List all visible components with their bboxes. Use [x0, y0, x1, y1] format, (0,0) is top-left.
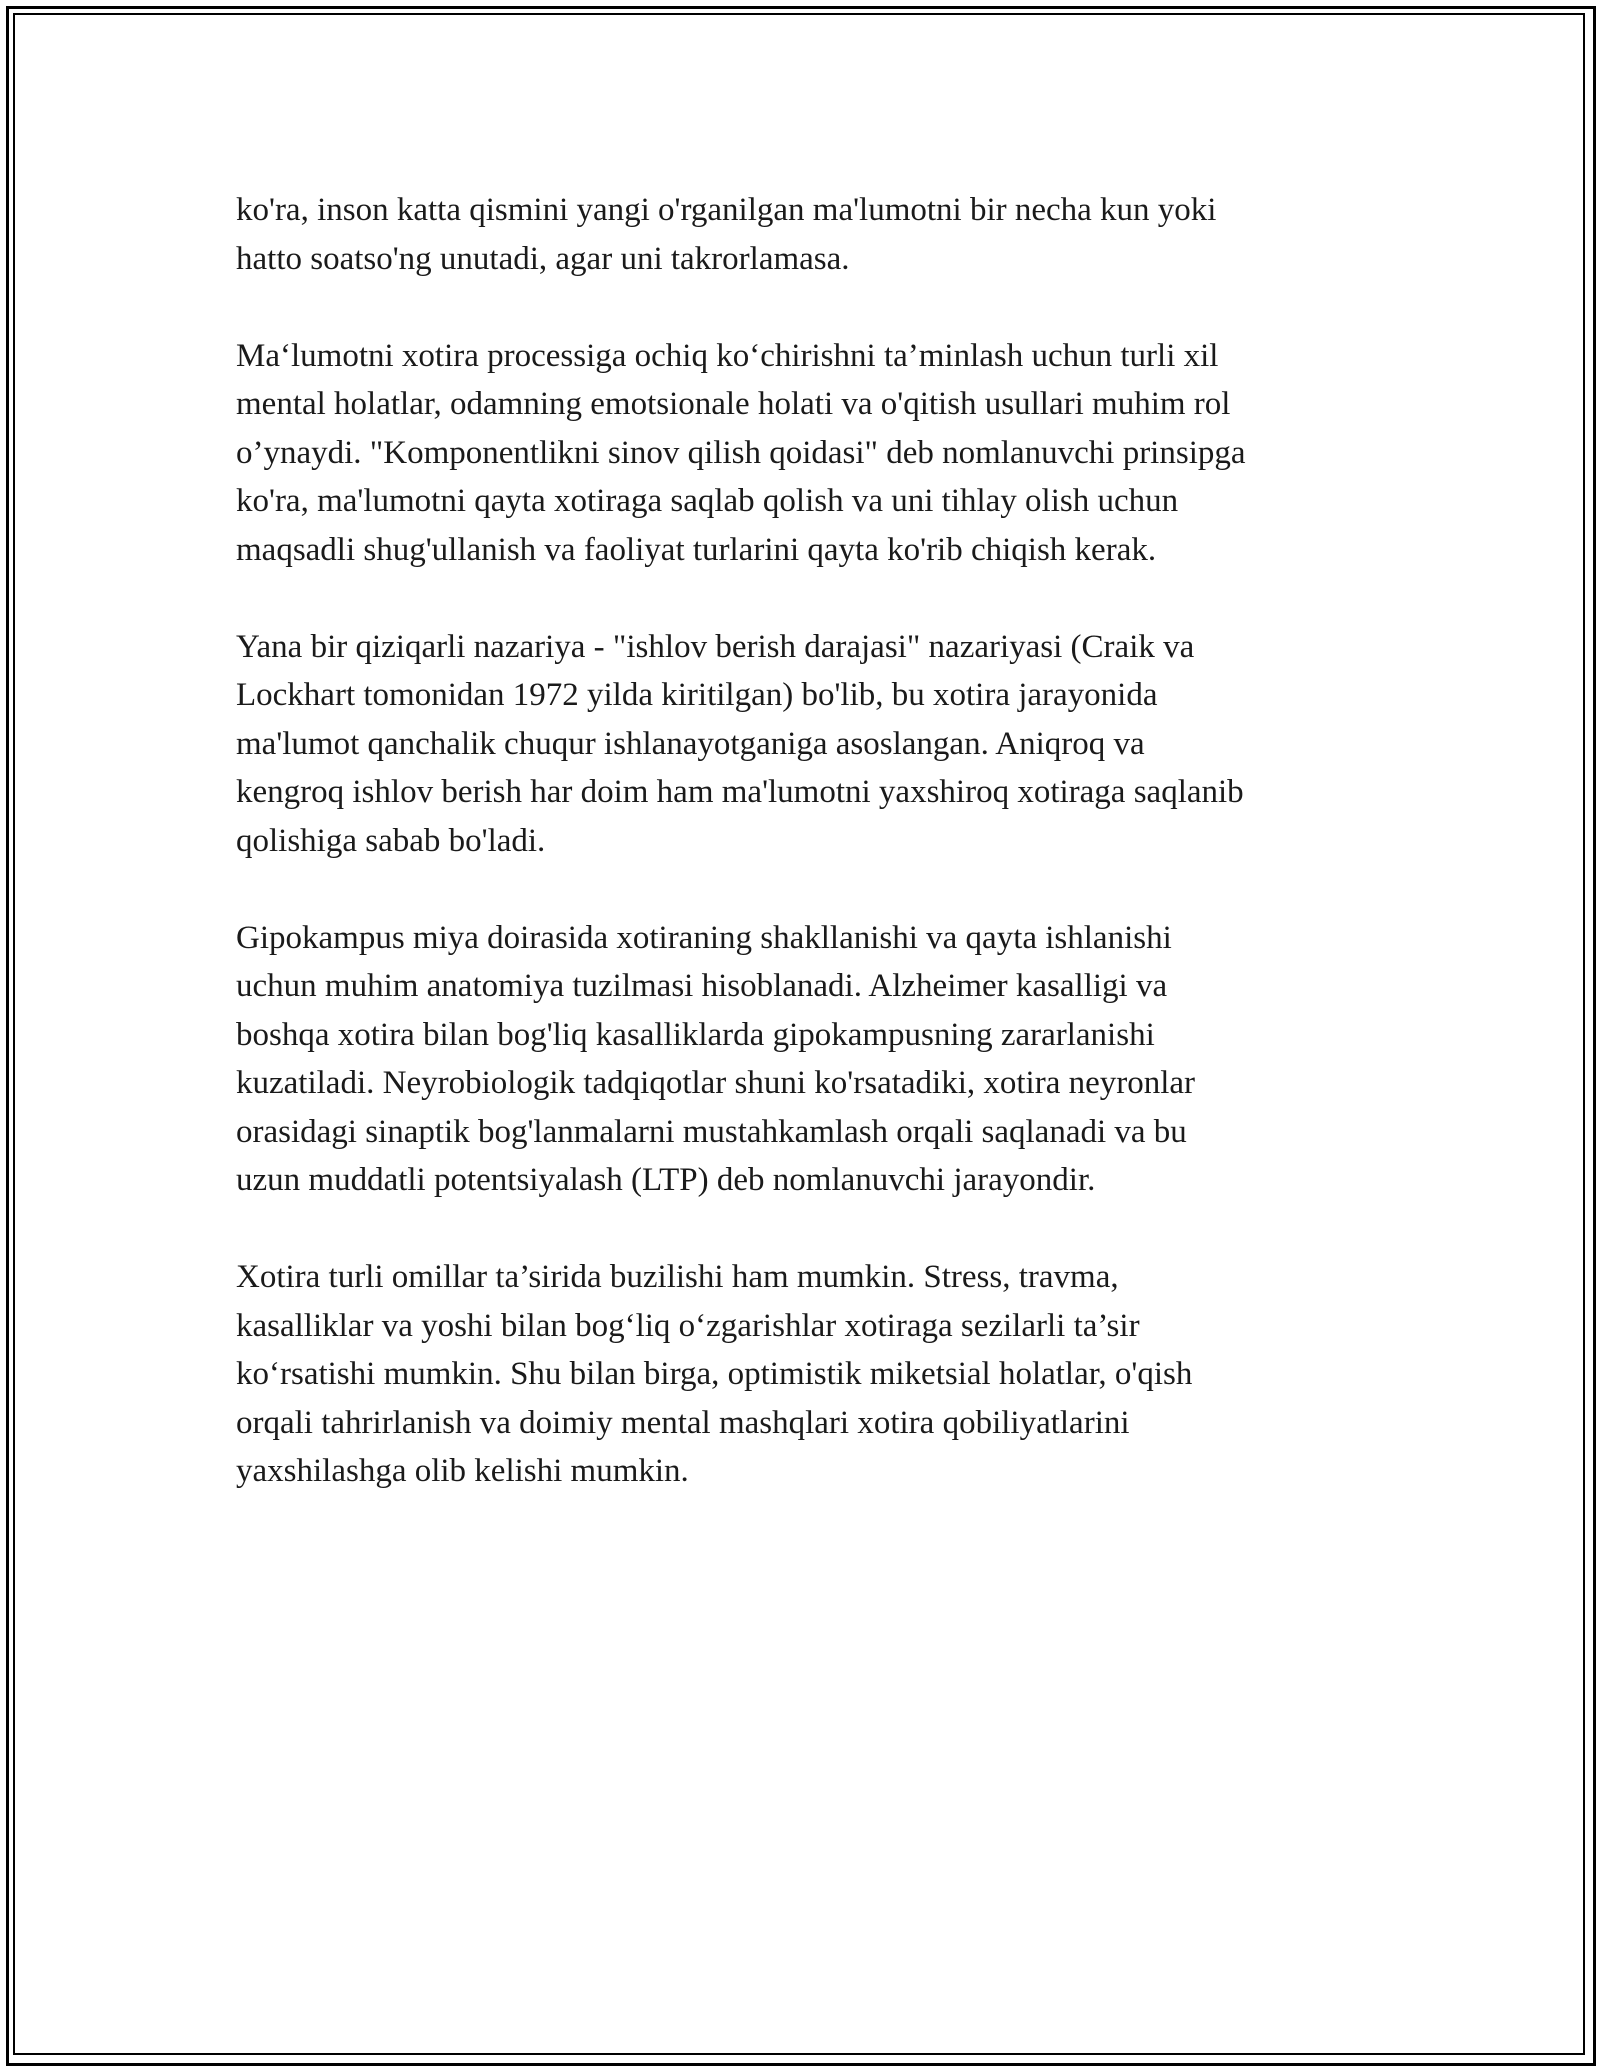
paragraph-5: Xotira turli omillar ta’sirida buzilishi ham mumkin. Stress, travma, kasalliklar va yoshi bilan bog‘liq o‘zgarishlar xotiraga sezilarli ta’sir ko‘rsatishi mumkin. Shu bilan birga, optimistik miketsial holatlar, o'qish orqali tahrirlanish va doimiy mental mashqlari xotira qobiliyatlarini yaxshilashga olib kelishi mumkin. [236, 1259, 1193, 1489]
paragraph-2: Ma‘lumotni xotira processiga ochiq ko‘chirishni ta’minlash uchun turli xil mental holatlar, odamning emotsionale holati va o'qitish usullari muhim rol o’ynaydi. "Komponentlikni sinov qilish qoidasi" deb nomlanuvchi prinsipga ko'ra, ma'lumotni qayta xotiraga saqlab qolish va uni tihlay olish uchun maqsadli shug'ullanish va faoliyat turlarini qayta ko'rib chiqish kerak. [236, 337, 1246, 568]
paragraph-3: Yana bir qiziqarli nazariya - "ishlov berish darajasi" nazariyasi (Craik va Lockhart tomonidan 1972 yilda kiritilgan) bo'lib, bu xotira jarayonida ma'lumot qanchalik chuqur ishlanayotganiga asoslangan. Aniqroq va kengroq ishlov berish har doim ham ma'lumotni yaxshiroq xotiraga saqlanib qolishiga sabab bo'ladi. [236, 628, 1244, 859]
paragraph-1: ko'ra, inson katta qismini yangi o'rganilgan ma'lumotni bir necha kun yoki hatto soatso'ng unutadi, agar uni takrorlamasa. [236, 192, 1217, 277]
document-body [236, 186, 1386, 1544]
paragraph-4: Gipokampus miya doirasida xotiraning shakllanishi va qayta ishlanishi uchun muhim anatomiya tuzilmasi hisoblanadi. Alzheimer kasalligi va boshqa xotira bilan bog'liq kasalliklarda gipokampusning zararlanishi kuzatiladi. Neyrobiologik tadqiqotlar shuni ko'rsatadiki, xotira neyronlar orasidagi sinaptik bog'lanmalarni mustahkamlash orqali saqlanadi va bu uzun muddatli potentsiyalash (LTP) deb nomlanuvchi jarayondir. [236, 919, 1196, 1198]
